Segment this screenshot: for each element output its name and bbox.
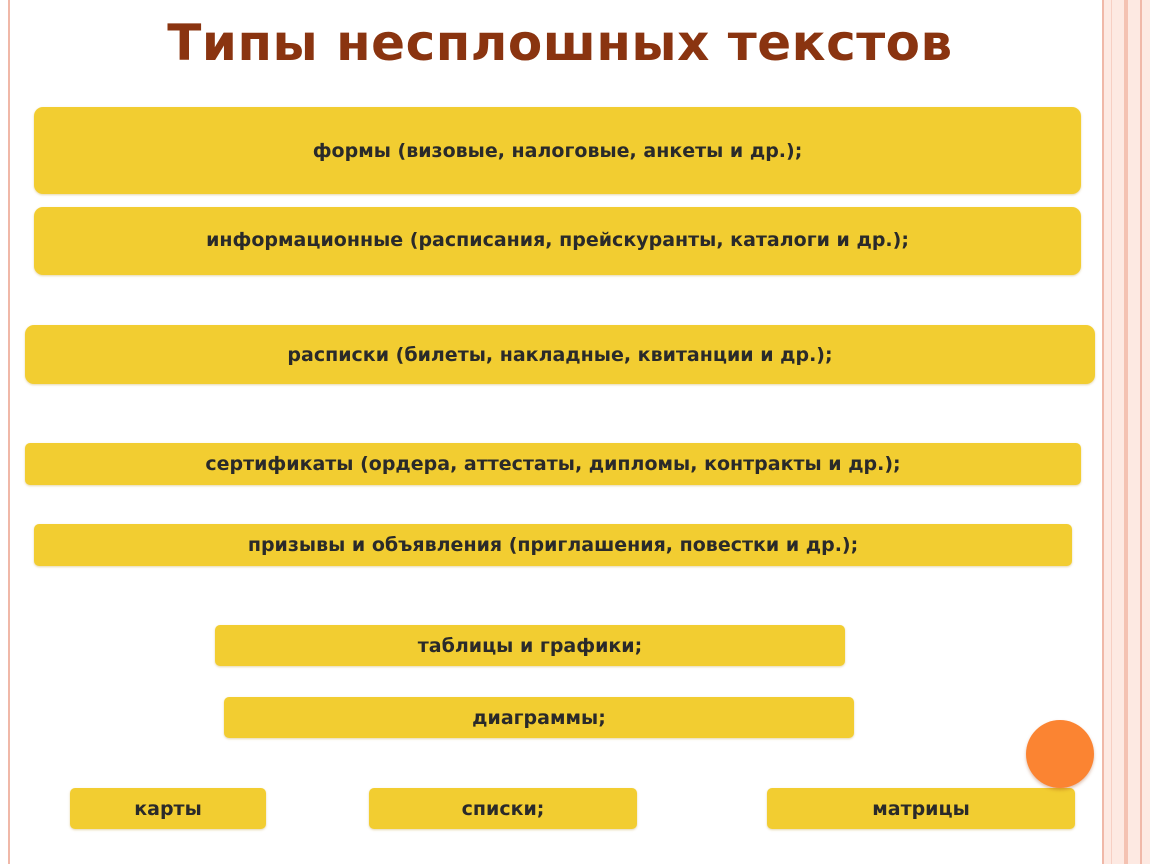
frame-line-right: [1111, 0, 1112, 864]
item-tables-graphs: [215, 625, 845, 666]
frame-line-right: [1102, 0, 1104, 864]
item-label: карты: [134, 797, 202, 820]
item-label: расписки (билеты, накладные, квитанции и др.);: [287, 343, 833, 366]
item-label: информационные (расписания, прейскуранты, каталоги и др.);: [206, 229, 909, 251]
item-label: диаграммы;: [472, 706, 606, 729]
item-label: списки;: [461, 797, 545, 820]
item-diagrams: [224, 697, 854, 738]
item-label: сертификаты (ордера, аттестаты, дипломы, контракты и др.);: [205, 453, 901, 475]
item-receipts: [25, 325, 1095, 384]
item-certificates: [25, 443, 1081, 485]
item-label: призывы и объявления (приглашения, повестки и др.);: [247, 534, 859, 556]
item-informational: [34, 207, 1081, 275]
frame-line-left: [8, 0, 10, 864]
frame-line-right: [1140, 0, 1142, 864]
item-forms: [34, 107, 1081, 194]
decorative-circle: [1026, 720, 1094, 788]
frame-line-right: [1124, 0, 1128, 864]
item-maps: [70, 788, 266, 829]
item-announcements: [34, 524, 1072, 566]
item-lists: [369, 788, 637, 829]
item-label: формы (визовые, налоговые, анкеты и др.);: [312, 139, 803, 162]
item-label: таблицы и графики;: [417, 634, 643, 657]
slide-title: Типы несплошных текстов: [167, 14, 953, 72]
item-matrices: [767, 788, 1075, 829]
item-label: матрицы: [872, 797, 970, 820]
